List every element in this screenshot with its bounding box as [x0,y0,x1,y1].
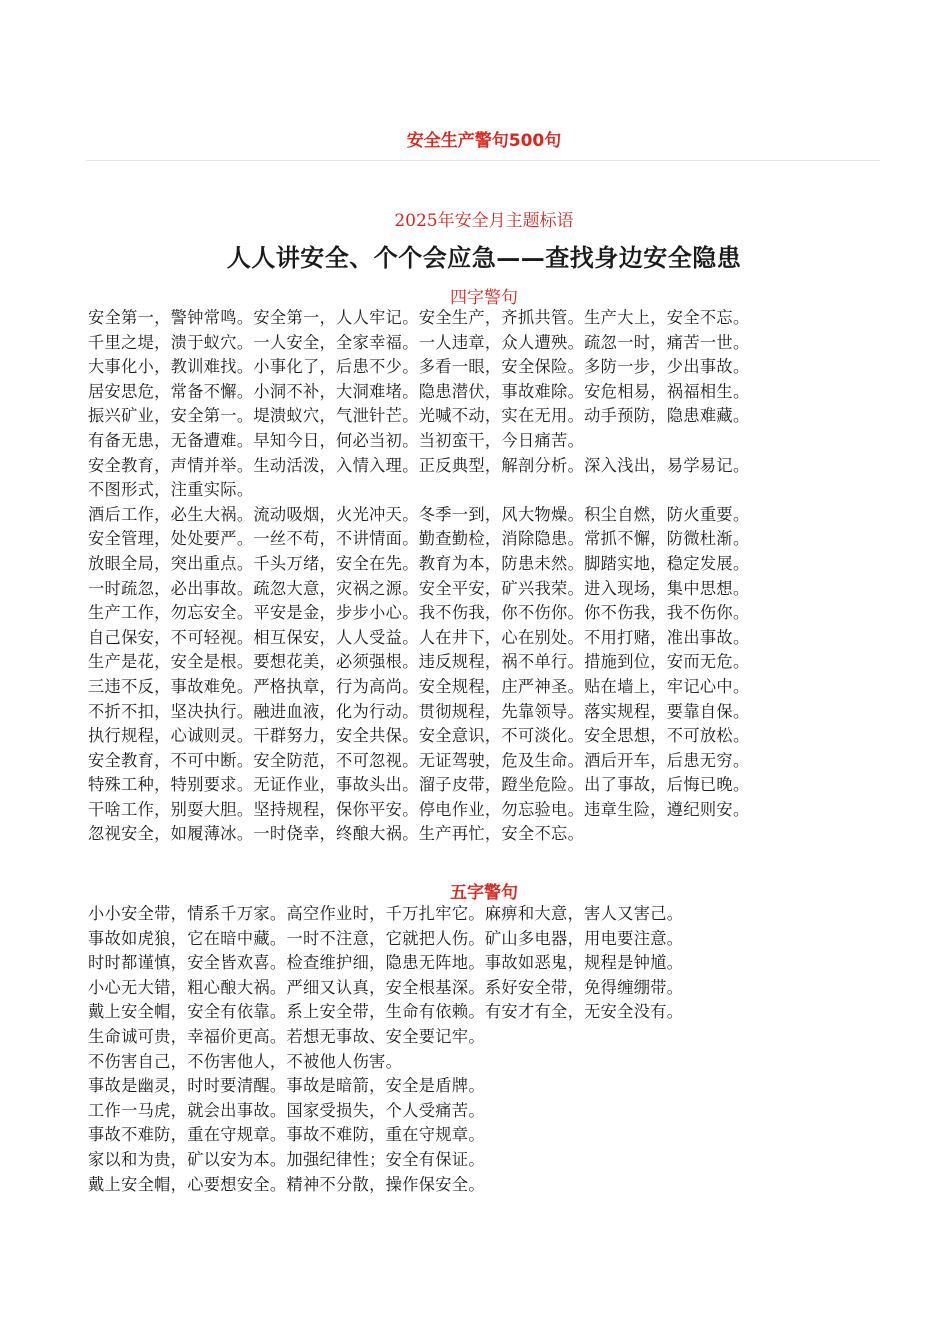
theme-headline: 人人讲安全、个个会应急——查找身边安全隐患 [226,243,742,272]
document-title: 安全生产警句500句 [406,131,562,151]
slogan-line: 戴上安全帽，心要想安全。精神不分散，操作保安全。 [88,1174,485,1194]
slogan-line: 振兴矿业，安全第一。堤溃蚁穴，气泄针芒。光喊不动，实在无用。动手预防，隐患难藏。 [88,406,750,426]
slogan-line: 干啥工作，别耍大胆。坚持规程，保你平安。停电作业，勿忘验电。违章生险，遵纪则安。 [88,799,750,819]
slogan-line: 时时都谨慎，安全皆欢喜。检查维护细，隐患无阵地。事故如恶鬼，规程是钟馗。 [88,953,684,973]
section-heading-five-char: 五字警句 [450,883,518,903]
four-char-slogan-list [88,306,868,847]
slogan-line: 戴上安全帽，安全有依靠。系上安全带，生命有依赖。有安才有全，无安全没有。 [88,1002,684,1022]
slogan-line: 家以和为贵，矿以安为本。加强纪律性；安全有保证。 [88,1149,485,1169]
slogan-line: 酒后工作，必生大祸。流动吸烟，火光冲天。冬季一到，风大物燥。积尘自燃，防火重要。 [88,504,750,524]
slogan-line: 有备无患，无备遭难。早知今日，何必当初。当初蛮干，今日痛苦。 [88,430,585,450]
slogan-line: 安全教育，声情并举。生动活泼，入情入理。正反典型，解剖分析。深入浅出，易学易记。 [88,455,750,475]
five-char-slogan-list [88,902,868,1197]
slogan-line: 事故不难防，重在守规章。事故不难防，重在守规章。 [88,1125,485,1145]
slogan-line: 事故是幽灵，时时要清醒。事故是暗箭，安全是盾牌。 [88,1076,485,1096]
slogan-line: 安全教育，不可中断。安全防范，不可忽视。无证驾驶，危及生命。酒后开车，后患无穷。 [88,750,750,770]
slogan-line: 安全管理，处处要严。一丝不苟，不讲情面。勤查勤检，消除隐患。常抓不懈，防微杜渐。 [88,529,750,549]
slogan-line: 小心无大错，粗心酿大祸。严细又认真，安全根基深。系好安全带，免得缠绷带。 [88,977,684,997]
slogan-line: 三违不反，事故难免。严格执章，行为高尚。安全规程，庄严神圣。贴在墙上，牢记心中。 [88,676,750,696]
slogan-line: 不伤害自己，不伤害他人，不被他人伤害。 [88,1051,403,1071]
title-divider [86,160,880,161]
slogan-line: 执行规程，心诚则灵。干群努力，安全共保。安全意识，不可淡化。安全思想，不可放松。 [88,726,750,746]
slogan-line: 事故如虎狼，它在暗中藏。一时不注意，它就把人伤。矿山多电器，用电要注意。 [88,928,684,948]
slogan-line: 工作一马虎，就会出事故。国家受损失，个人受痛苦。 [88,1100,485,1120]
slogan-line: 生产是花，安全是根。要想花美，必须强根。违反规程，祸不单行。措施到位，安而无危。 [88,652,750,672]
slogan-line: 生产工作，勿忘安全。平安是金，步步小心。我不伤我，你不伤你。你不伤我，我不伤你。 [88,603,750,623]
slogan-line: 安全第一，警钟常鸣。安全第一，人人牢记。安全生产，齐抓共管。生产大上，安全不忘。 [88,308,750,327]
section-heading-four-char: 四字警句 [450,288,518,308]
slogan-line: 一时疏忽，必出事故。疏忽大意，灾祸之源。安全平安，矿兴我荣。进入现场，集中思想。 [88,578,750,598]
slogan-line: 居安思危，常备不懈。小洞不补，大洞难堵。隐患潜伏，事故难除。安危相易，祸福相生。 [88,381,750,401]
slogan-line: 生命诚可贵，幸福价更高。若想无事故、安全要记牢。 [88,1026,485,1046]
slogan-line: 自己保安，不可轻视。相互保安，人人受益。人在井下，心在别处。不用打赌，准出事故。 [88,627,750,647]
slogan-line: 放眼全局，突出重点。千头万绪，安全在先。教育为本，防患未然。脚踏实地，稳定发展。 [88,553,750,573]
slogan-line: 小小安全带，情系千万家。高空作业时，千万扎牢它。麻痹和大意，害人又害己。 [88,904,684,923]
slogan-line: 千里之堤，溃于蚁穴。一人安全，全家幸福。一人违章，众人遭殃。疏忽一时，痛苦一世。 [88,332,750,352]
slogan-line: 不图形式，注重实际。 [88,480,254,500]
slogan-line: 不折不扣，坚决执行。融进血液，化为行动。贯彻规程，先靠领导。落实规程，要靠自保。 [88,701,750,721]
slogan-line: 忽视安全，如履薄冰。一时侥幸，终酿大祸。生产再忙，安全不忘。 [88,824,585,844]
slogan-line: 特殊工种，特别要求。无证作业，事故头出。溜子皮带，蹬坐危险。出了事故，后悔已晚。 [88,775,750,795]
theme-subtitle: 2025年安全月主题标语 [394,211,574,231]
slogan-line: 大事化小，教训难找。小事化了，后患不少。多看一眼，安全保险。多防一步，少出事故。 [88,357,750,377]
